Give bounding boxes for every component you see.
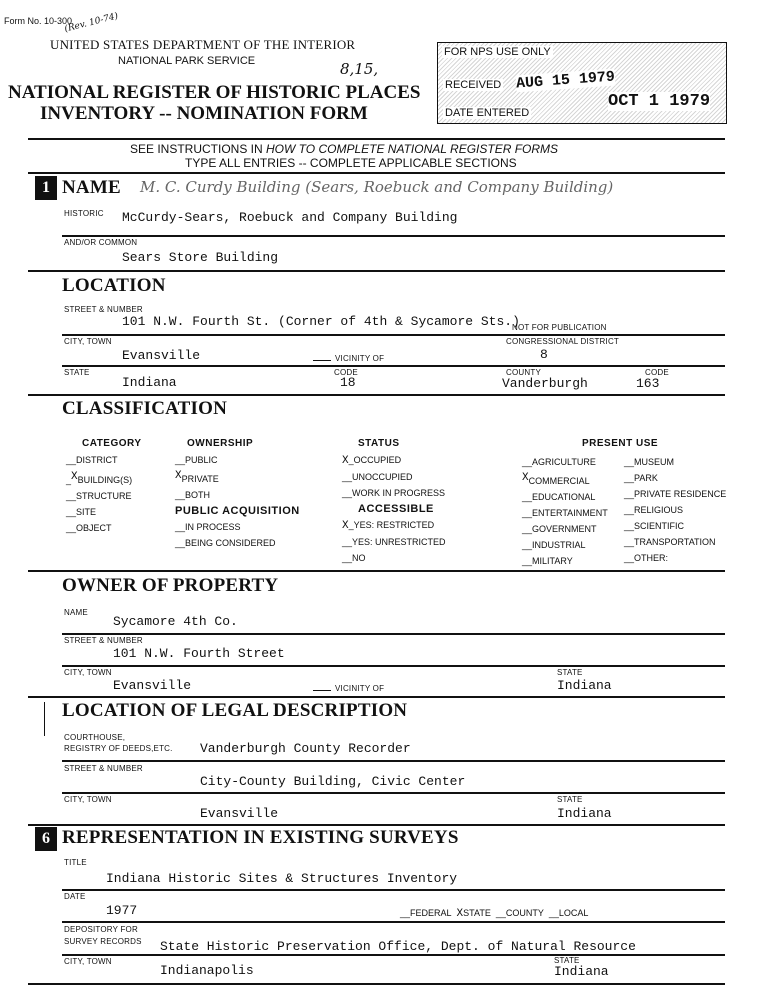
list-item: __WORK IN PROGRESS (342, 488, 446, 498)
not-for-publication-label: NOT FOR PUBLICATION (512, 323, 607, 332)
historic-label: HISTORIC (64, 209, 104, 218)
list-item: __MILITARY (522, 556, 573, 566)
county-code-value: 163 (636, 376, 660, 391)
congressional-district-label: CONGRESSIONAL DISTRICT (506, 337, 620, 346)
section-rule (28, 696, 725, 698)
accessible-header: ACCESSIBLE (358, 503, 434, 515)
congressional-district-value: 8 (540, 347, 548, 362)
survey-title-label: TITLE (64, 858, 87, 867)
section-rule (28, 394, 725, 396)
list-item: __YES: UNRESTRICTED (342, 537, 446, 547)
handwritten-name-addition: M. C. Curdy Building (Sears, Roebuck and Company Building) (140, 178, 614, 196)
vicinity-blank (313, 360, 331, 361)
state-label: STATE (64, 368, 90, 377)
section-rule (28, 570, 725, 572)
list-item: __SCIENTIFIC (624, 521, 685, 531)
handwritten-code: 8,15, (340, 60, 379, 78)
survey-state-label: STATE (554, 956, 580, 965)
list-item: __OTHER: (624, 553, 669, 563)
field-rule (62, 760, 725, 762)
form-title-line2: INVENTORY -- NOMINATION FORM (40, 103, 368, 124)
present-use-left-column (522, 454, 608, 569)
street-label: STREET & NUMBER (64, 305, 143, 314)
owner-vicinity-label: VICINITY OF (335, 684, 385, 693)
street-value: 101 N.W. Fourth St. (Corner of 4th & Sycamore Sts.) (122, 314, 520, 329)
margin-mark (44, 702, 45, 736)
nps-box-title: FOR NPS USE ONLY (444, 46, 551, 58)
form-title-line1: NATIONAL REGISTER OF HISTORIC PLACES (8, 82, 421, 103)
owner-city-label: CITY, TOWN (64, 668, 112, 677)
city-label: CITY, TOWN (64, 337, 112, 346)
survey-city-value: Indianapolis (160, 963, 254, 978)
list-item: _XBUILDING(S) (66, 471, 133, 485)
list-item: __PUBLIC (175, 455, 218, 465)
list-item: __SITE (66, 507, 97, 517)
vicinity-blank (313, 690, 331, 691)
section-rule (28, 824, 725, 826)
list-item: __RELIGIOUS (624, 505, 684, 515)
field-rule (62, 633, 725, 635)
owner-state-value: Indiana (557, 678, 612, 693)
survey-date-label: DATE (64, 892, 86, 901)
instructions-line1: SEE INSTRUCTIONS IN HOW TO COMPLETE NATIONAL REGISTER FORMS (130, 142, 559, 156)
historic-value: McCurdy-Sears, Roebuck and Company Building (122, 210, 458, 225)
depository-value: State Historic Preservation Office, Dept. of Natural Resource (160, 939, 636, 954)
legal-street-label: STREET & NUMBER (64, 764, 143, 773)
survey-city-label: CITY, TOWN (64, 957, 112, 966)
section-rule (28, 983, 725, 985)
present-use-right-column (624, 454, 726, 566)
date-entered-label: DATE ENTERED (445, 107, 530, 119)
list-item: __GOVERNMENT (522, 524, 597, 534)
service-name: NATIONAL PARK SERVICE (118, 55, 256, 67)
field-rule (62, 235, 725, 237)
common-value: Sears Store Building (122, 250, 279, 265)
list-item: __PARK (624, 473, 658, 483)
state-code-label: CODE (334, 368, 358, 377)
city-value: Evansville (122, 348, 201, 363)
form-revision: (Rev. 10-74) (63, 11, 120, 35)
owner-name-value: Sycamore 4th Co. (113, 614, 238, 629)
list-item: __AGRICULTURE (522, 457, 596, 467)
vicinity-label: VICINITY OF (335, 354, 385, 363)
owner-name-label: NAME (64, 608, 88, 617)
county-value: Vanderburgh (502, 376, 588, 391)
legal-city-value: Evansville (200, 806, 279, 821)
received-stamp: AUG 15 1979 (515, 68, 616, 93)
field-rule (62, 954, 725, 956)
county-label: COUNTY (506, 368, 541, 377)
courthouse-label: COURTHOUSE, (64, 733, 126, 742)
section-number-badge: 6 (35, 827, 57, 851)
county-code-label: CODE (645, 368, 669, 377)
form-number: Form No. 10-300 (4, 16, 73, 26)
list-item: __PRIVATE RESIDENCE (624, 489, 727, 499)
registry-label: REGISTRY OF DEEDS,ETC. (64, 744, 173, 753)
field-rule (62, 334, 725, 336)
instructions-line2: TYPE ALL ENTRIES -- COMPLETE APPLICABLE SECTIONS (185, 156, 517, 170)
list-item: __DISTRICT (66, 455, 118, 465)
date-entered-stamp: OCT 1 1979 (608, 92, 711, 111)
survey-records-label: SURVEY RECORDS (64, 937, 142, 946)
received-label: RECEIVED (445, 79, 502, 91)
department-name: UNITED STATES DEPARTMENT OF THE INTERIOR (50, 37, 356, 52)
present-use-header: PRESENT USE (582, 438, 659, 449)
courthouse-value: Vanderburgh County Recorder (200, 741, 411, 756)
survey-state-value: Indiana (554, 964, 609, 979)
owner-heading: OWNER OF PROPERTY (62, 575, 279, 596)
classification-heading: CLASSIFICATION (62, 398, 228, 419)
name-heading: NAME (62, 177, 121, 198)
depository-label: DEPOSITORY FOR (64, 925, 138, 934)
header-rule (28, 138, 725, 140)
list-item: XPRIVATE (175, 470, 219, 484)
list-item: __UNOCCUPIED (342, 472, 413, 482)
list-item: __INDUSTRIAL (522, 540, 586, 550)
list-item: __TRANSPORTATION (624, 537, 716, 547)
category-header: CATEGORY (82, 438, 142, 449)
owner-state-label: STATE (557, 668, 583, 677)
field-rule (62, 792, 725, 794)
survey-level-options: __FEDERAL XSTATE __COUNTY __LOCAL (400, 908, 589, 920)
section-number-badge: 1 (35, 176, 57, 200)
ownership-header: OWNERSHIP (187, 438, 254, 449)
list-item: X_OCCUPIED (342, 455, 402, 467)
list-item: X_YES: RESTRICTED (342, 520, 435, 532)
field-rule (62, 365, 725, 367)
location-heading: LOCATION (62, 275, 166, 296)
legal-state-value: Indiana (557, 806, 612, 821)
list-item: __OBJECT (66, 523, 112, 533)
list-item: XCOMMERCIAL (522, 472, 590, 486)
list-item: __STRUCTURE (66, 491, 132, 501)
owner-street-value: 101 N.W. Fourth Street (113, 646, 285, 661)
list-item: __MUSEUM (624, 457, 675, 467)
list-item: __BEING CONSIDERED (175, 538, 276, 548)
list-item: __BOTH (175, 490, 211, 500)
state-value: Indiana (122, 375, 177, 390)
field-rule (62, 921, 725, 923)
legal-street-value: City-County Building, Civic Center (200, 774, 466, 789)
list-item: __EDUCATIONAL (522, 492, 596, 502)
section-rule (28, 172, 725, 174)
legal-description-heading: LOCATION OF LEGAL DESCRIPTION (62, 700, 408, 721)
owner-city-value: Evansville (113, 678, 192, 693)
state-code-value: 18 (340, 375, 356, 390)
surveys-heading: REPRESENTATION IN EXISTING SURVEYS (62, 827, 459, 848)
legal-state-label: STATE (557, 795, 583, 804)
ownership-column (175, 436, 300, 551)
section-rule (28, 270, 725, 272)
list-item: __IN PROCESS (175, 522, 241, 532)
list-item: __ENTERTAINMENT (522, 508, 608, 518)
common-label: AND/OR COMMON (64, 238, 138, 247)
survey-date-value: 1977 (106, 903, 138, 918)
field-rule (62, 665, 725, 667)
status-column (342, 436, 446, 566)
legal-city-label: CITY, TOWN (64, 795, 112, 804)
status-header: STATUS (358, 438, 400, 449)
list-item: __NO (342, 553, 366, 563)
category-column (66, 436, 142, 536)
owner-street-label: STREET & NUMBER (64, 636, 143, 645)
survey-title-value: Indiana Historic Sites & Structures Inventory (106, 871, 458, 886)
field-rule (62, 889, 725, 891)
public-acquisition-header: PUBLIC ACQUISITION (175, 505, 300, 517)
